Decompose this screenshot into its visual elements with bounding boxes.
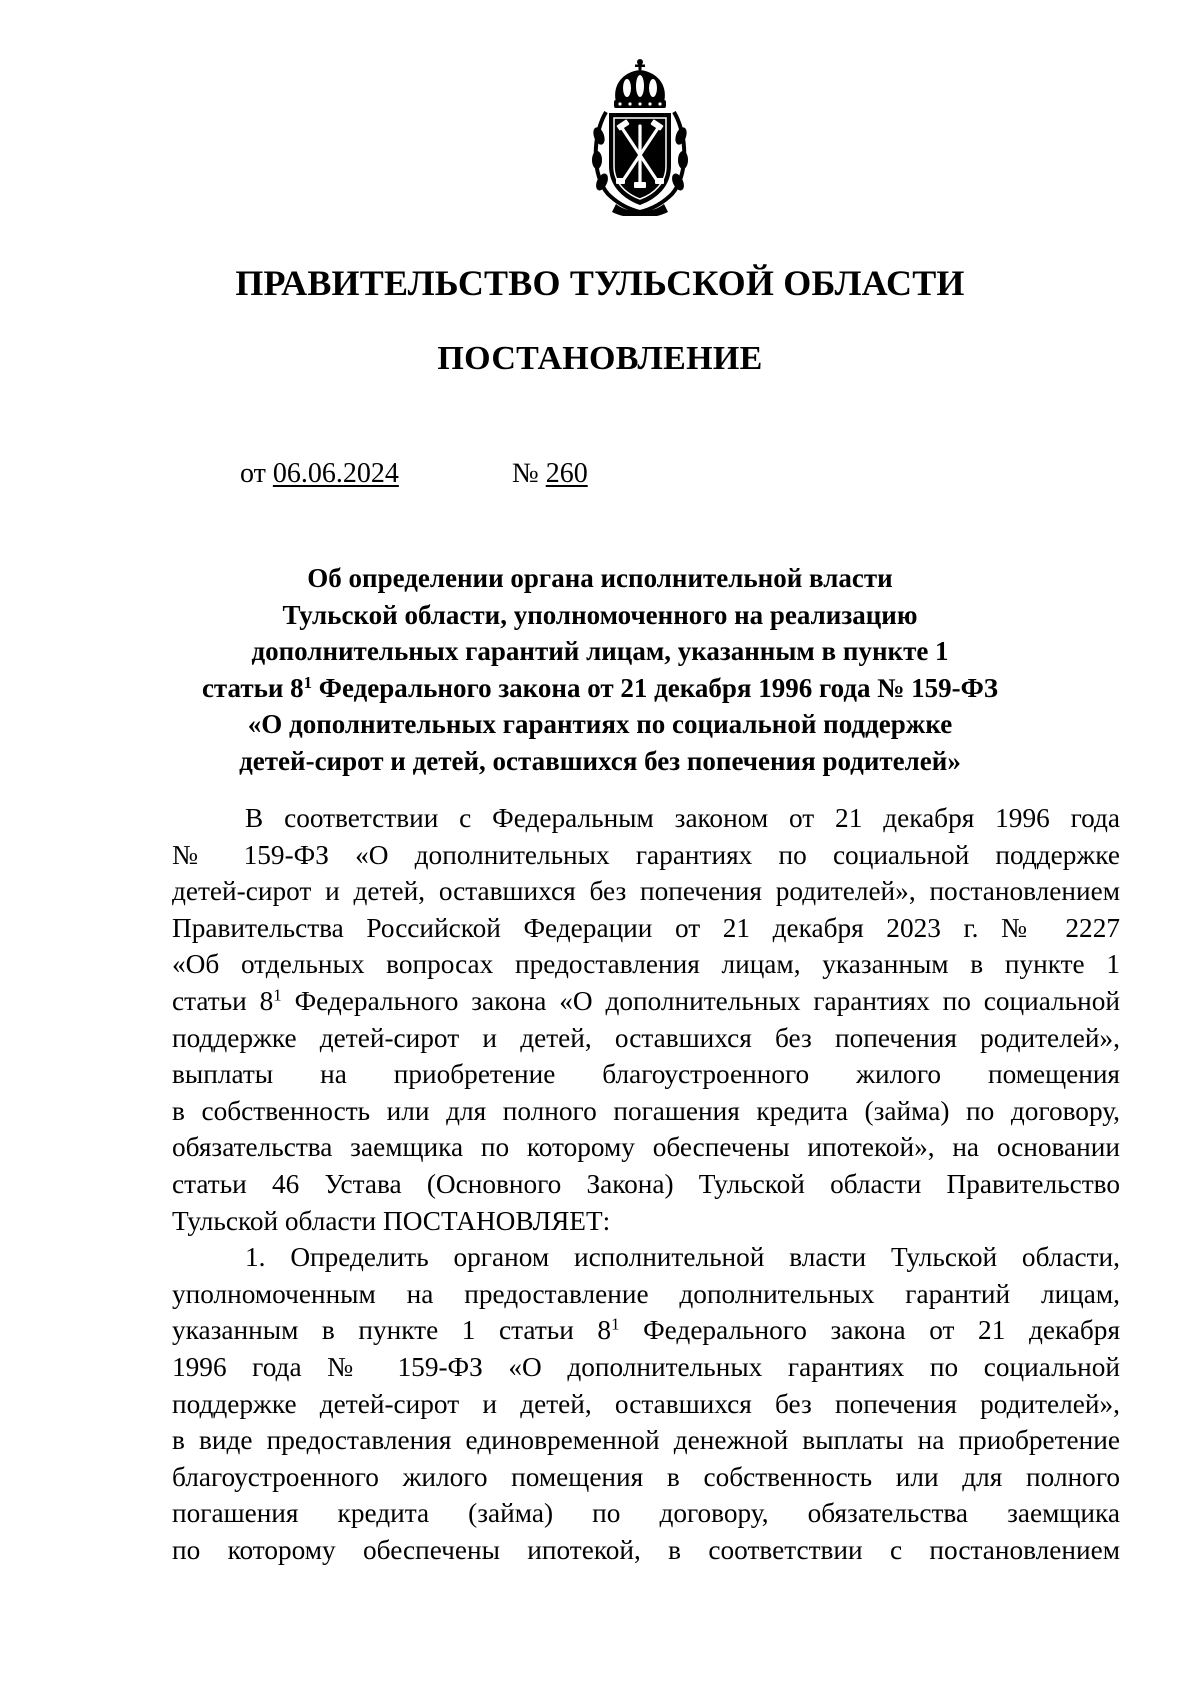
- body-line: статьи 46 Устава (Основного Закона) Тульской области Правительство: [172, 1168, 1120, 1199]
- body-line: в виде предоставления единовременной денежной выплаты на приобретение: [172, 1425, 1120, 1456]
- number-value: 260: [545, 458, 588, 489]
- document-number: [512, 458, 588, 490]
- document-body: [172, 800, 1120, 1568]
- body-line: детей-сирот и детей, оставшихся без попечения родителей», постановлением: [172, 876, 1120, 907]
- body-line: обязательства заемщика по которому обеспечены ипотекой», на основании: [172, 1132, 1120, 1163]
- title-line: «О дополнительных гарантиях по социальной поддержке: [247, 709, 953, 740]
- document-type: ПОСТАНОВЛЕНИЕ: [437, 340, 763, 377]
- body-line: 1. Определить органом исполнительной власти Тульской области,: [245, 1242, 1120, 1273]
- body-line: Правительства Российской Федерации от 21 декабря 2023 г. № 2227: [172, 912, 1120, 943]
- superscript: 1: [611, 1315, 620, 1335]
- document-date: [240, 458, 399, 490]
- superscript: 1: [303, 672, 313, 692]
- body-line: в собственность или для полного погашения кредита (займа) по договору,: [172, 1095, 1120, 1126]
- coat-of-arms-emblem: [586, 56, 694, 216]
- line-text: Федерального закона от 21 декабря: [619, 1315, 1120, 1346]
- title-line: Об определении органа исполнительной власти: [307, 563, 893, 593]
- number-prefix: №: [512, 458, 539, 489]
- body-line: поддержке детей-сирот и детей, оставшихся без попечения родителей»,: [172, 1022, 1120, 1053]
- line-text: статьи 8: [201, 672, 304, 703]
- superscript: 1: [273, 985, 282, 1005]
- body-line: № 159-ФЗ «О дополнительных гарантиях по социальной поддержке: [172, 839, 1120, 870]
- line-text: указанным в пункте 1 статьи 8: [172, 1315, 612, 1346]
- title-line: детей-сирот и детей, оставшихся без попечения родителей»: [239, 745, 961, 776]
- body-line: по которому обеспечены ипотекой, в соответствии с постановлением: [172, 1534, 1120, 1565]
- body-line: «Об отдельных вопросах предоставления лицам, указанным в пункте 1: [172, 949, 1120, 980]
- body-line: [172, 1312, 1120, 1349]
- government-name: ПРАВИТЕЛЬСТВО ТУЛЬСКОЙ ОБЛАСТИ: [235, 263, 965, 303]
- body-line: В соответствии с Федеральным законом от 21 декабря 1996 года: [245, 803, 1120, 833]
- body-line: 1996 года № 159-ФЗ «О дополнительных гарантиях по социальной: [172, 1351, 1120, 1382]
- date-value: 06.06.2024: [272, 458, 399, 489]
- title-line: [150, 670, 1050, 707]
- title-line: Тульской области, уполномоченного на реализацию: [282, 599, 918, 630]
- body-line: благоустроенного жилого помещения в собственность или для полного: [172, 1461, 1120, 1492]
- body-line: Тульской области ПОСТАНОВЛЯЕТ:: [172, 1205, 611, 1236]
- line-text: Федерального закона «О дополнительных гарантиях по социальной: [281, 985, 1120, 1016]
- body-line: выплаты на приобретение благоустроенного жилого помещения: [172, 1059, 1120, 1090]
- title-line: дополнительных гарантий лицам, указанным в пункте 1: [251, 636, 949, 667]
- body-line: поддержке детей-сирот и детей, оставшихся без попечения родителей»,: [172, 1388, 1120, 1419]
- document-title: [150, 560, 1050, 780]
- date-prefix: от: [240, 458, 266, 489]
- body-line: погашения кредита (займа) по договору, обязательства заемщика: [172, 1498, 1120, 1529]
- body-line: [172, 983, 1120, 1020]
- line-text: статьи 8: [172, 985, 274, 1016]
- line-text: Федерального закона от 21 декабря 1996 года № 159-ФЗ: [312, 672, 999, 703]
- body-line: уполномоченным на предоставление дополнительных гарантий лицам,: [172, 1278, 1120, 1309]
